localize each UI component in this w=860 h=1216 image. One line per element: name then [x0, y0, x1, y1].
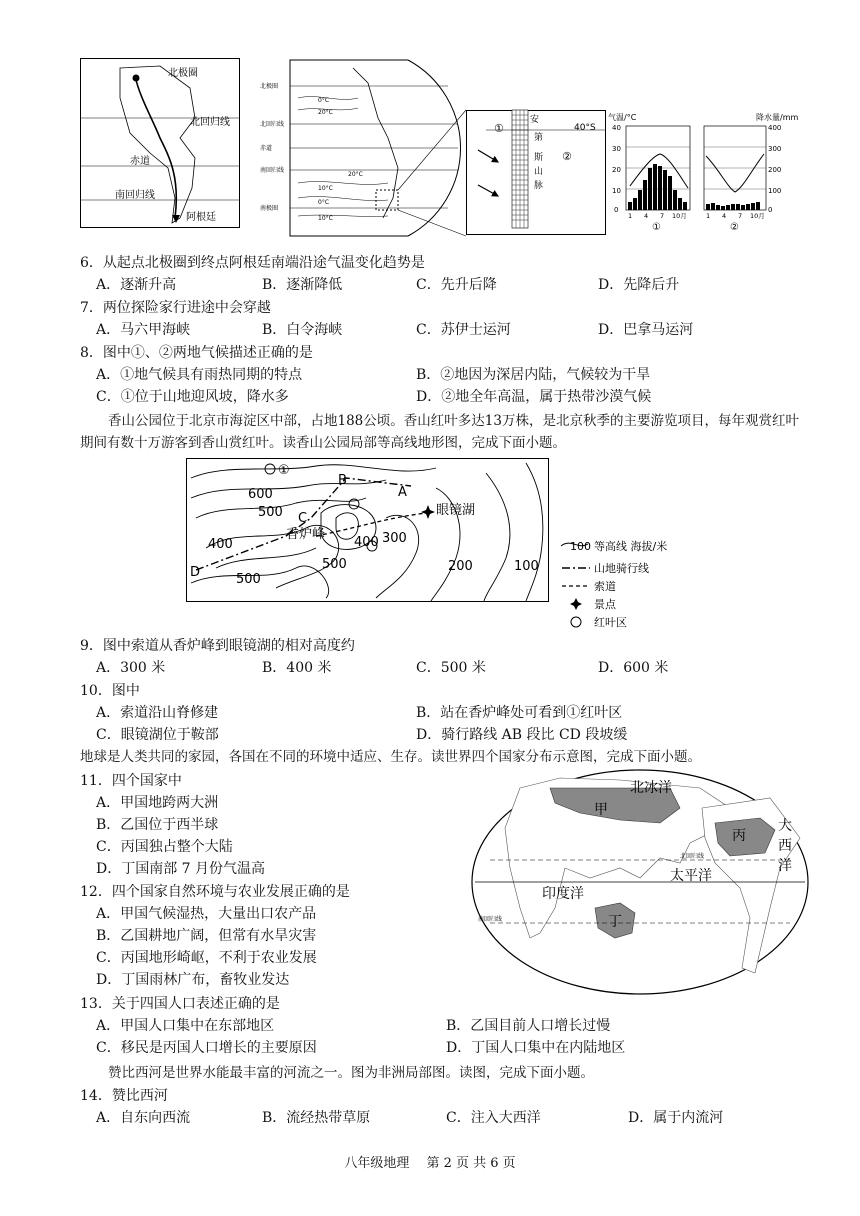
q12-option-b: B．乙国耕地广阔，但常有水旱灾害: [96, 928, 317, 944]
iso-label: 0°C: [318, 199, 330, 206]
argentina-label: 阿根廷: [186, 212, 216, 223]
contour-map: [186, 458, 786, 633]
t-tick: 40: [612, 124, 621, 132]
q11-option-d: D．丁国南部 7 月份气温高: [96, 861, 266, 877]
question-10-stem: 10．图中: [80, 683, 140, 699]
atlantic-label: 西: [778, 838, 792, 854]
legend-spot: 景点: [594, 598, 616, 611]
mid-capricorn: 南回归线: [260, 167, 285, 174]
legend-bike: 山地骑行线: [594, 562, 649, 575]
page-footer: 八年级地理 第 2 页 共 6 页: [344, 1156, 516, 1171]
pacific-label: 太平洋: [670, 868, 712, 884]
indian-ocean-label: 印度洋: [542, 886, 584, 902]
q8-option-b: B．②地因为深居内陆，气候较为干旱: [416, 367, 651, 383]
andes-char: 斯: [534, 153, 544, 163]
month-tick: 10月: [750, 212, 765, 220]
q8-option-c: C．①位于山地迎风坡，降水多: [96, 389, 289, 405]
q8-option-a: A．①地气候具有雨热同期的特点: [96, 367, 303, 383]
contour-label: 200: [448, 559, 473, 574]
question-14-stem: 14．赞比西河: [80, 1088, 168, 1104]
q8-option-d: D．②地全年高温，属于热带沙漠气候: [416, 389, 652, 405]
passage-countries: 地球是人类共同的家园，各国在不同的环境中适应、生存。读世界四个国家分布示意图，完成下面小题。: [80, 749, 701, 765]
atlantic-label: 洋: [778, 858, 792, 874]
andes-char: 安: [530, 115, 540, 125]
q9-option-b: B．400 米: [262, 660, 332, 676]
month-tick: 1: [628, 212, 633, 220]
iso-label: 20°C: [348, 171, 363, 178]
q13-option-b: B．乙国目前人口增长过慢: [446, 1018, 611, 1034]
q10-option-d: D．骑行路线 AB 段比 CD 段坡缓: [416, 727, 628, 743]
t-tick: 0: [614, 206, 619, 214]
xianglu-peak-label: 香炉峰: [286, 527, 326, 542]
q12-option-c: C．丙国地形崎岖，不利于农业发展: [96, 950, 317, 966]
month-tick: 10月: [672, 212, 687, 220]
passage-xiangshan: 香山公园位于北京市海淀区中部，占地188公顷。香山红叶多达13万株，是北京秋季的主要游览项目，每年观赏红叶期间有数十万游客到香山赏红叶。读香山公园局部等高线地形图，完成下面小题。: [80, 413, 799, 451]
point-c: C: [298, 511, 308, 526]
iso-label: 10°C: [318, 185, 333, 192]
q10-option-a: A．索道沿山脊修建: [96, 705, 219, 721]
prec-axis-label: 降水量/mm: [756, 113, 799, 122]
question-13-stem: 13．关于四国人口表述正确的是: [80, 996, 280, 1012]
world-capricorn: 南回归线: [478, 916, 503, 923]
isotherm-map: [258, 58, 468, 238]
arctic-label: 北极圈: [168, 68, 198, 79]
climate-charts: [608, 108, 799, 233]
contour-label: 100: [514, 559, 539, 574]
q10-option-b: B．站在香炉峰处可看到①红叶区: [416, 705, 623, 721]
contour-label: 300: [382, 531, 407, 546]
question-6-stem: 6．从起点北极圈到终点阿根廷南端沿途气温变化趋势是: [80, 255, 425, 271]
mid-cancer: 北回归线: [260, 121, 285, 128]
q9-option-d: D．600 米: [598, 660, 669, 676]
legend-contour-num: 100: [570, 540, 591, 553]
q13-option-d: D．丁国人口集中在内陆地区: [446, 1040, 626, 1056]
month-tick: 7: [738, 212, 743, 220]
q11-option-c: C．丙国独占整个大陆: [96, 839, 233, 855]
q14-option-c: C．注入大西洋: [446, 1110, 541, 1126]
equator-label: 赤道: [130, 156, 150, 167]
point-b: B: [338, 473, 347, 488]
andes-char: 第: [534, 133, 544, 143]
contour-label: 600: [248, 487, 273, 502]
yanjing-lake-label: 眼镜湖: [436, 503, 476, 518]
month-tick: 4: [644, 212, 649, 220]
contour-label: 500: [258, 505, 283, 520]
q6-option-c: C．先升后降: [416, 277, 497, 293]
andes-inset: [466, 110, 606, 235]
country-bing: 丙: [732, 828, 746, 844]
arctic-ocean-label: 北冰洋: [630, 780, 672, 796]
iso-label: 10°C: [318, 215, 333, 222]
andes-char: 脉: [534, 181, 544, 191]
p-tick: 400: [768, 124, 782, 132]
q13-option-c: C．移民是丙国人口增长的主要原因: [96, 1040, 317, 1056]
t-tick: 30: [612, 145, 621, 153]
question-9-stem: 9．图中索道从香炉峰到眼镜湖的相对高度约: [80, 638, 355, 654]
atlantic-label: 大: [778, 818, 792, 834]
chart-1-label: ①: [652, 222, 661, 233]
mid-equator: 赤道: [260, 145, 273, 152]
q6-option-a: A．逐渐升高: [96, 277, 177, 293]
chart-2-label: ②: [730, 222, 739, 233]
country-ding: 丁: [608, 914, 622, 930]
mid-antarctic: 南极圈: [260, 205, 279, 212]
q6-option-b: B．逐渐降低: [262, 277, 343, 293]
contour-label: 400: [354, 535, 379, 550]
q14-option-d: D．属于内流河: [628, 1110, 724, 1126]
q14-option-a: A．自东向西流: [96, 1110, 191, 1126]
temp-axis-label: 气温/°C: [608, 113, 637, 122]
point-d: D: [190, 565, 201, 580]
inset-lat: 40°S: [574, 123, 596, 133]
legend-cable: 索道: [594, 580, 616, 593]
q7-option-c: C．苏伊士运河: [416, 322, 511, 338]
q13-option-a: A．甲国人口集中在东部地区: [96, 1018, 275, 1034]
country-jia: 甲: [594, 802, 608, 818]
q9-option-c: C．500 米: [416, 660, 486, 676]
question-7-stem: 7．两位探险家行进途中会穿越: [80, 300, 271, 316]
t-tick: 10: [612, 187, 621, 195]
q6-option-d: D．先降后升: [598, 277, 680, 293]
world-cancer: 北回归线: [680, 853, 705, 860]
q9-option-a: A．300 米: [96, 660, 166, 676]
capricorn-label: 南回归线: [115, 190, 155, 201]
mid-arctic: 北极圈: [260, 83, 279, 90]
iso-label: 20°C: [318, 109, 333, 116]
redleaf-mark-1: ①: [278, 463, 290, 478]
contour-label: 500: [322, 557, 347, 572]
q7-option-a: A．马六甲海峡: [96, 322, 191, 338]
route-map: [80, 58, 240, 228]
month-tick: 4: [722, 212, 727, 220]
question-11-stem: 11．四个国家中: [80, 773, 182, 789]
month-tick: 7: [660, 212, 665, 220]
q12-option-d: D．丁国雨林广布，畜牧业发达: [96, 972, 290, 988]
p-tick: 300: [768, 145, 782, 153]
p-tick: 200: [768, 166, 782, 174]
contour-label: 500: [236, 572, 261, 587]
t-tick: 20: [612, 166, 621, 174]
month-tick: 1: [706, 212, 711, 220]
p-tick: 0: [768, 206, 773, 214]
question-12-stem: 12．四个国家自然环境与农业发展正确的是: [80, 884, 350, 900]
contour-label: 400: [208, 537, 233, 552]
q12-option-a: A．甲国气候湿热，大量出口农产品: [96, 906, 317, 922]
andes-char: 山: [534, 167, 544, 177]
inset-mark-2: ②: [562, 150, 572, 163]
q11-option-b: B．乙国位于西半球: [96, 817, 219, 833]
passage-zambezi: 赞比西河是世界水能最丰富的河流之一。图为非洲局部图。读图，完成下面小题。: [108, 1065, 594, 1081]
world-map: [470, 768, 810, 996]
p-tick: 100: [768, 187, 782, 195]
iso-label: 0°C: [318, 97, 330, 104]
q7-option-b: B．白令海峡: [262, 322, 343, 338]
legend-contour: 等高线 海拔/米: [594, 540, 668, 553]
legend-redleaf: 红叶区: [594, 616, 627, 629]
inset-mark-1: ①: [494, 122, 504, 135]
question-8-stem: 8．图中①、②两地气候描述正确的是: [80, 345, 313, 361]
point-a: A: [398, 485, 407, 500]
q10-option-c: C．眼镜湖位于鞍部: [96, 727, 219, 743]
cancer-label: 北回归线: [190, 117, 230, 128]
q11-option-a: A．甲国地跨两大洲: [96, 795, 219, 811]
q7-option-d: D．巴拿马运河: [598, 322, 694, 338]
q14-option-b: B．流经热带草原: [262, 1110, 371, 1126]
